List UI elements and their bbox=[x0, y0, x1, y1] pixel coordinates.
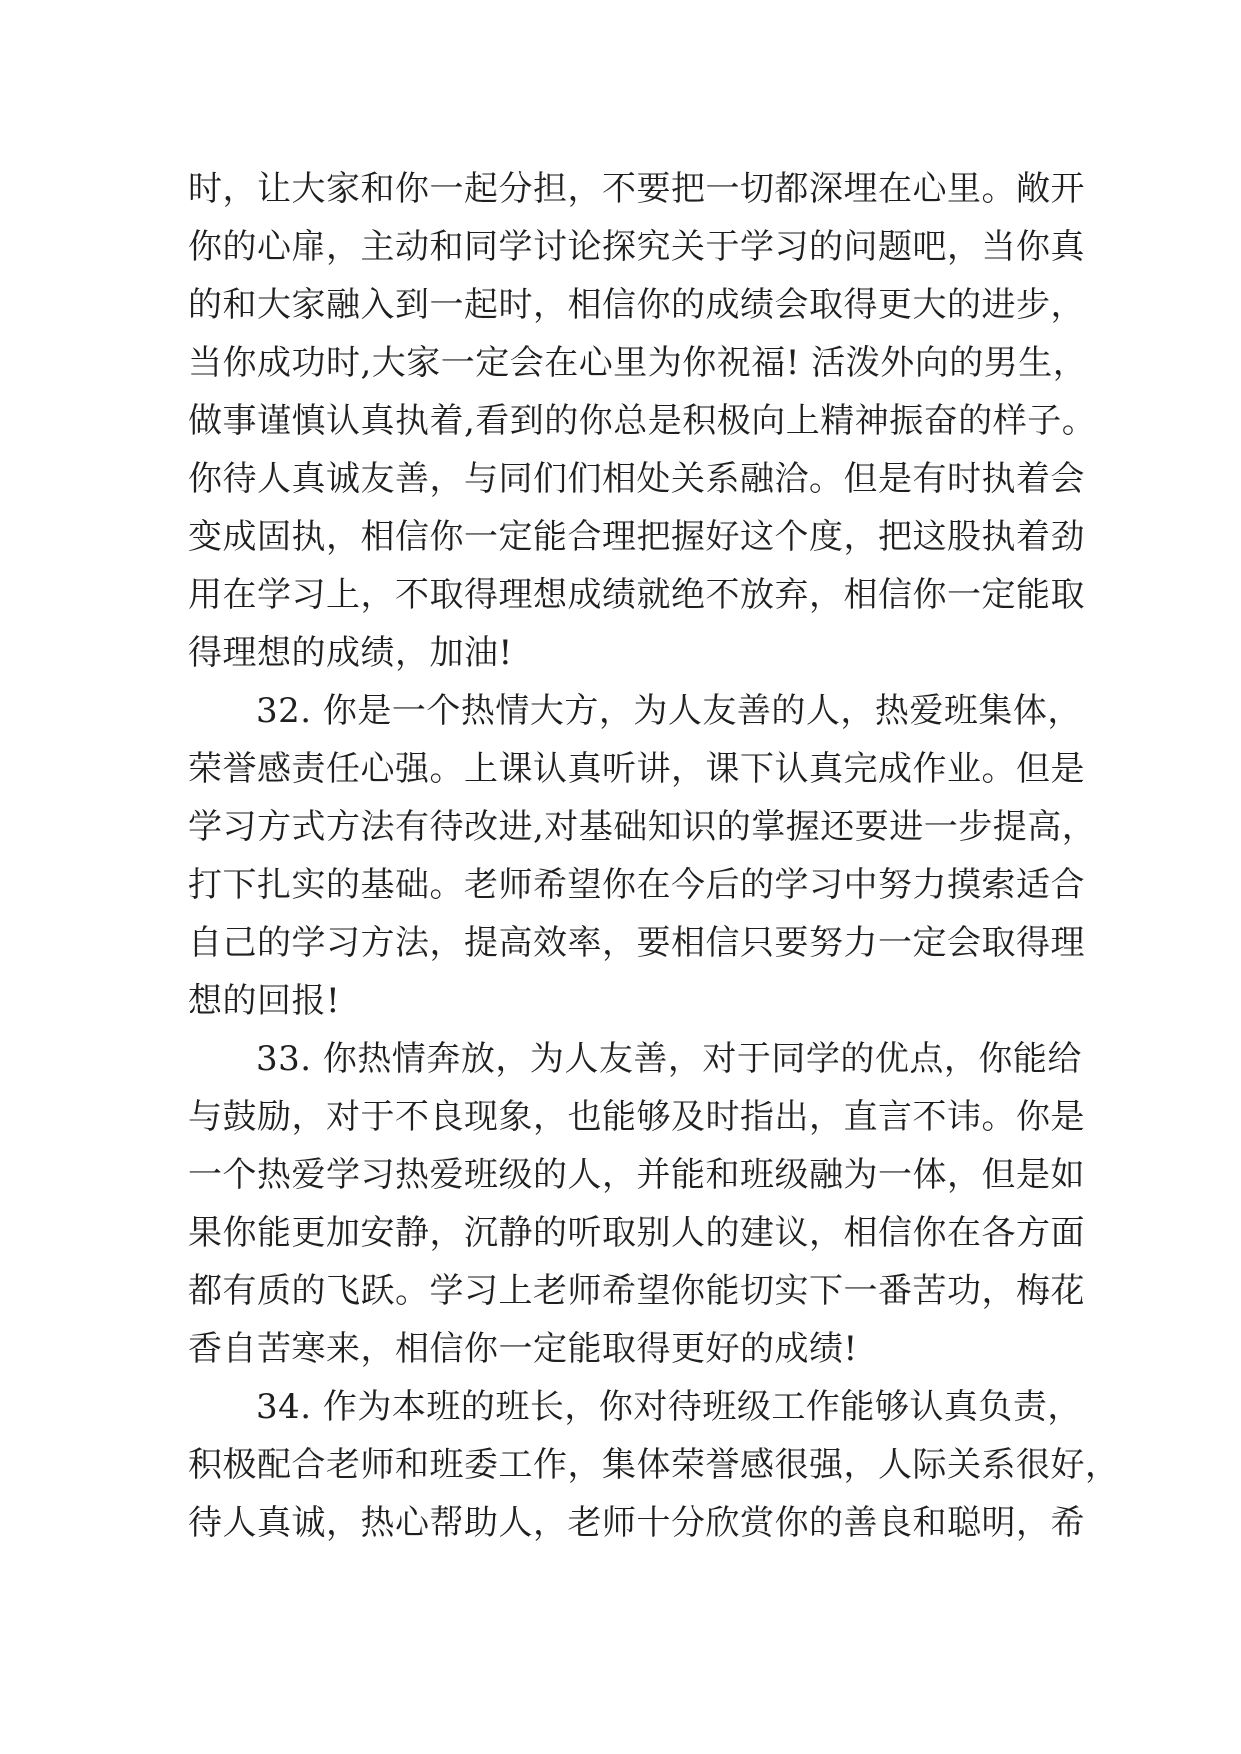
text-line: 积极配合老师和班委工作，集体荣誉感很强，人际关系很好， bbox=[188, 1445, 1120, 1485]
paragraph-start-33: 33. 你热情奔放，为人友善，对于同学的优点，你能给 bbox=[256, 1039, 1082, 1079]
text-line: 学习方式方法有待改进,对基础知识的掌握还要进一步提高， bbox=[188, 807, 1097, 847]
text-line: 你待人真诚友善，与同们们相处关系融洽。但是有时执着会 bbox=[188, 459, 1085, 499]
text-line: 香自苦寒来，相信你一定能取得更好的成绩! bbox=[188, 1329, 858, 1369]
text-line: 一个热爱学习热爱班级的人，并能和班级融为一体，但是如 bbox=[188, 1155, 1085, 1195]
text-line: 做事谨慎认真执着,看到的你总是积极向上精神振奋的样子。 bbox=[188, 401, 1097, 441]
text-line: 荣誉感责任心强。上课认真听讲，课下认真完成作业。但是 bbox=[188, 749, 1085, 789]
paragraph-start-32: 32. 你是一个热情大方，为人友善的人，热爱班集体， bbox=[256, 691, 1082, 731]
text-line: 自己的学习方法，提高效率，要相信只要努力一定会取得理 bbox=[188, 923, 1085, 963]
text-line: 想的回报! bbox=[188, 981, 341, 1021]
text-line: 的和大家融入到一起时，相信你的成绩会取得更大的进步， bbox=[188, 285, 1085, 325]
paragraph-start-34: 34. 作为本班的班长，你对待班级工作能够认真负责， bbox=[256, 1387, 1082, 1427]
text-line: 与鼓励，对于不良现象，也能够及时指出，直言不讳。你是 bbox=[188, 1097, 1085, 1137]
text-line: 用在学习上，不取得理想成绩就绝不放弃，相信你一定能取 bbox=[188, 575, 1085, 615]
text-line: 时，让大家和你一起分担，不要把一切都深埋在心里。敞开 bbox=[188, 169, 1085, 209]
text-line: 果你能更加安静，沉静的听取别人的建议，相信你在各方面 bbox=[188, 1213, 1085, 1253]
document-body bbox=[188, 160, 1120, 1552]
text-line: 待人真诚，热心帮助人，老师十分欣赏你的善良和聪明，希 bbox=[188, 1503, 1085, 1543]
text-line: 得理想的成绩，加油! bbox=[188, 633, 513, 673]
text-line: 变成固执，相信你一定能合理把握好这个度，把这股执着劲 bbox=[188, 517, 1085, 557]
text-line: 当你成功时,大家一定会在心里为你祝福! 活泼外向的男生， bbox=[188, 343, 1088, 383]
text-line: 你的心扉，主动和同学讨论探究关于学习的问题吧，当你真 bbox=[188, 227, 1085, 267]
text-line: 都有质的飞跃。学习上老师希望你能切实下一番苦功，梅花 bbox=[188, 1271, 1085, 1311]
text-line: 打下扎实的基础。老师希望你在今后的学习中努力摸索适合 bbox=[188, 865, 1085, 905]
